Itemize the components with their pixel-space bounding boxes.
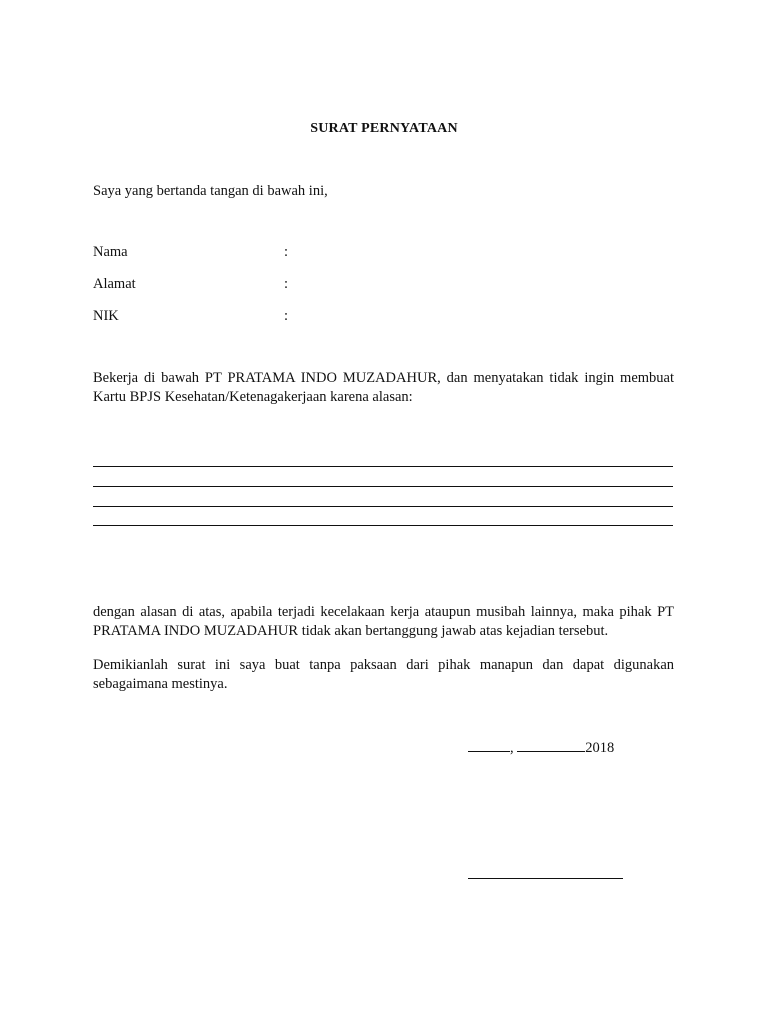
intro-text: Saya yang bertanda tangan di bawah ini, [93,183,328,199]
document-title: SURAT PERNYATAAN [310,121,458,136]
signature-line [468,878,623,879]
reason-line-1 [93,466,673,467]
date-year: 2018 [585,740,615,756]
date-blank [517,738,585,752]
reason-line-3 [93,506,673,507]
closing-paragraph: Demikianlah surat ini saya buat tanpa paksaan dari pihak manapun dan dapat digunakan sebagaimana mestinya. [93,657,674,692]
reason-line-4 [93,525,673,526]
field-label-nama: Nama [93,244,128,260]
date-line [468,738,614,757]
statement-paragraph: Bekerja di bawah PT PRATAMA INDO MUZADAHUR, dan menyatakan tidak ingin membuat Kartu BPJS Kesehatan/Ketenagakerjaan karena alasan: [93,370,674,405]
field-colon-alamat: : [284,276,289,292]
field-nama [93,244,493,264]
reason-line-2 [93,486,673,487]
field-colon-nama: : [284,244,289,260]
consequence-paragraph: dengan alasan di atas, apabila terjadi kecelakaan kerja ataupun musibah lainnya, maka pihak PT PRATAMA INDO MUZADAHUR tidak akan bertanggung jawab atas kejadian tersebut. [93,604,674,639]
field-alamat [93,276,493,296]
place-blank [468,738,510,752]
field-label-alamat: Alamat [93,276,136,292]
field-colon-nik: : [284,308,289,324]
field-nik [93,308,493,328]
field-label-nik: NIK [93,308,119,324]
date-separator: , [510,740,514,756]
